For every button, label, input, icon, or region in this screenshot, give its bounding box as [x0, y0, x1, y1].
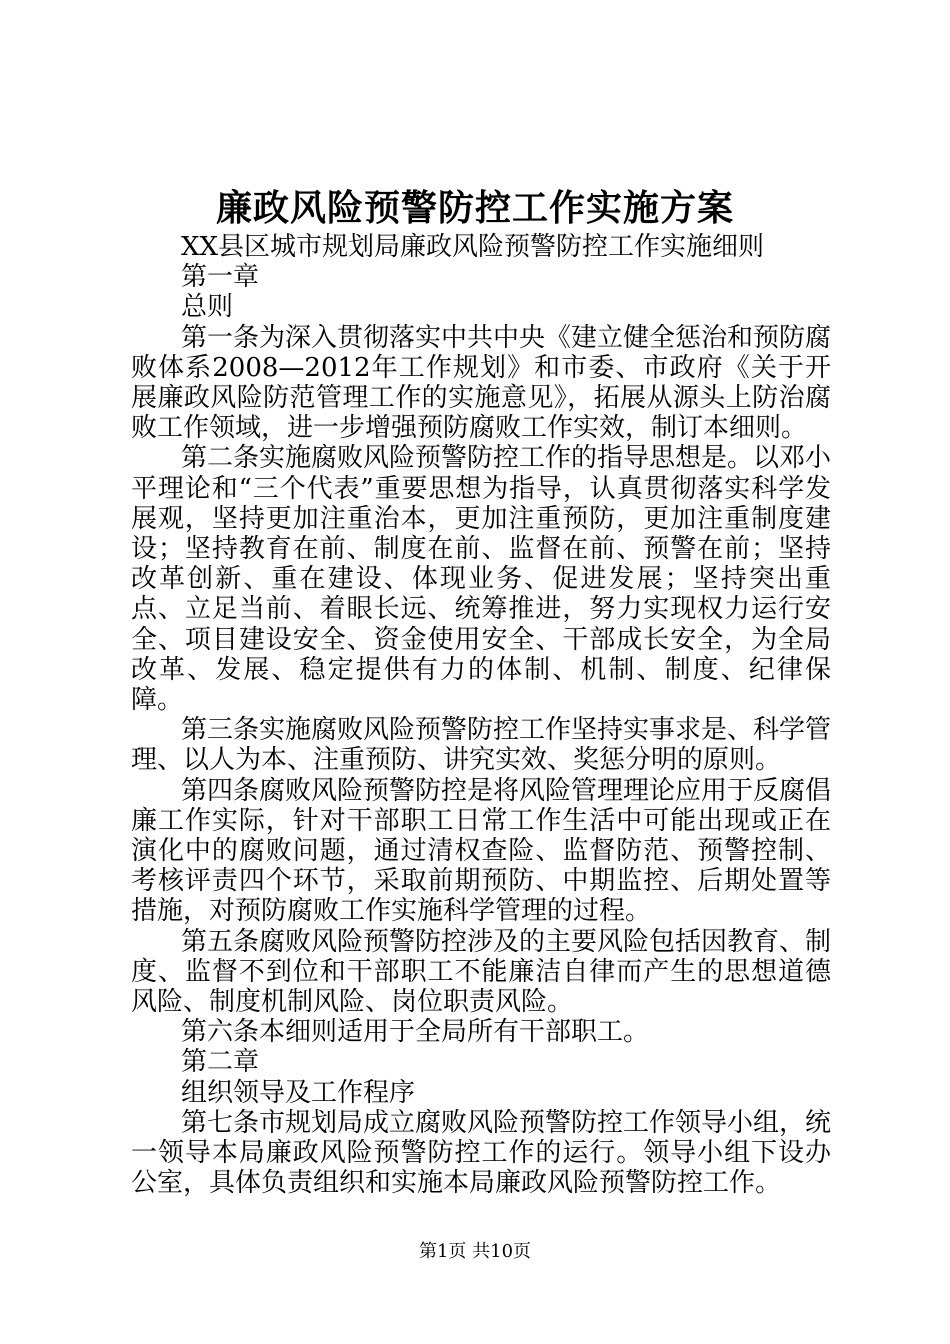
subtitle: XX县区城市规划局廉政风险预警防控工作实施细则 [181, 232, 765, 262]
article-7: 第七条市规划局成立腐败风险预警防控工作领导小组，统一领导本局廉政风险预警防控工作的运行。领导小组下设办公室，具体负责组织和实施本局廉政风险预警防控工作。 [131, 1107, 832, 1199]
document-body [131, 232, 831, 1199]
article-5: 第五条腐败风险预警防控涉及的主要风险包括因教育、制度、监督不到位和干部职工不能廉洁自律而产生的思想道德风险、制度机制风险、岗位职责风险。 [131, 926, 832, 1018]
page-footer: 第1页 共10页 [418, 1241, 532, 1262]
article-6: 第六条本细则适用于全局所有干部职工。 [181, 1017, 650, 1048]
document-title: 廉政风险预警防控工作实施方案 [215, 187, 734, 229]
article-2: 第二条实施腐败风险预警防控工作的指导思想是。以邓小平理论和“三个代表”重要思想为指导，认真贯彻落实科学发展观，坚持更加注重治本，更加注重预防，更加注重制度建设；坚持教育在前、制度在前、监督在前、预警在前；坚持改革创新、重在建设、体现业务、促进发展；坚持突出重点、立足当前、着眼长远、统筹推进，努力实现权力运行安全、项目建设安全、资金使用安全、干部成长安全，为全局改革、发展、稳定提供有力的体制、机制、制度、纪律保障。 [131, 443, 832, 716]
chapter-1-name: 总则 [181, 292, 234, 323]
article-3: 第三条实施腐败风险预警防控工作坚持实事求是、科学管理、以人为本、注重预防、讲究实效、奖惩分明的原则。 [131, 715, 832, 776]
chapter-2-name: 组织领导及工作程序 [181, 1077, 416, 1108]
article-4: 第四条腐败风险预警防控是将风险管理理论应用于反腐倡廉工作实际，针对干部职工日常工作生活中可能出现或正在演化中的腐败问题，通过清权查险、监督防范、预警控制、考核评责四个环节，采取前期预防、中期监控、后期处置等措施，对预防腐败工作实施科学管理的过程。 [131, 775, 832, 927]
chapter-1-heading: 第一章 [181, 262, 260, 293]
chapter-2-heading: 第二章 [181, 1047, 260, 1078]
article-1: 第一条为深入贯彻落实中共中央《建立健全惩治和预防腐败体系2008—2012年工作规划》和市委、市政府《关于开展廉政风险防范管理工作的实施意见》，拓展从源头上防治腐败工作领域，进一步增强预防腐败工作实效，制订本细则。 [131, 322, 832, 444]
